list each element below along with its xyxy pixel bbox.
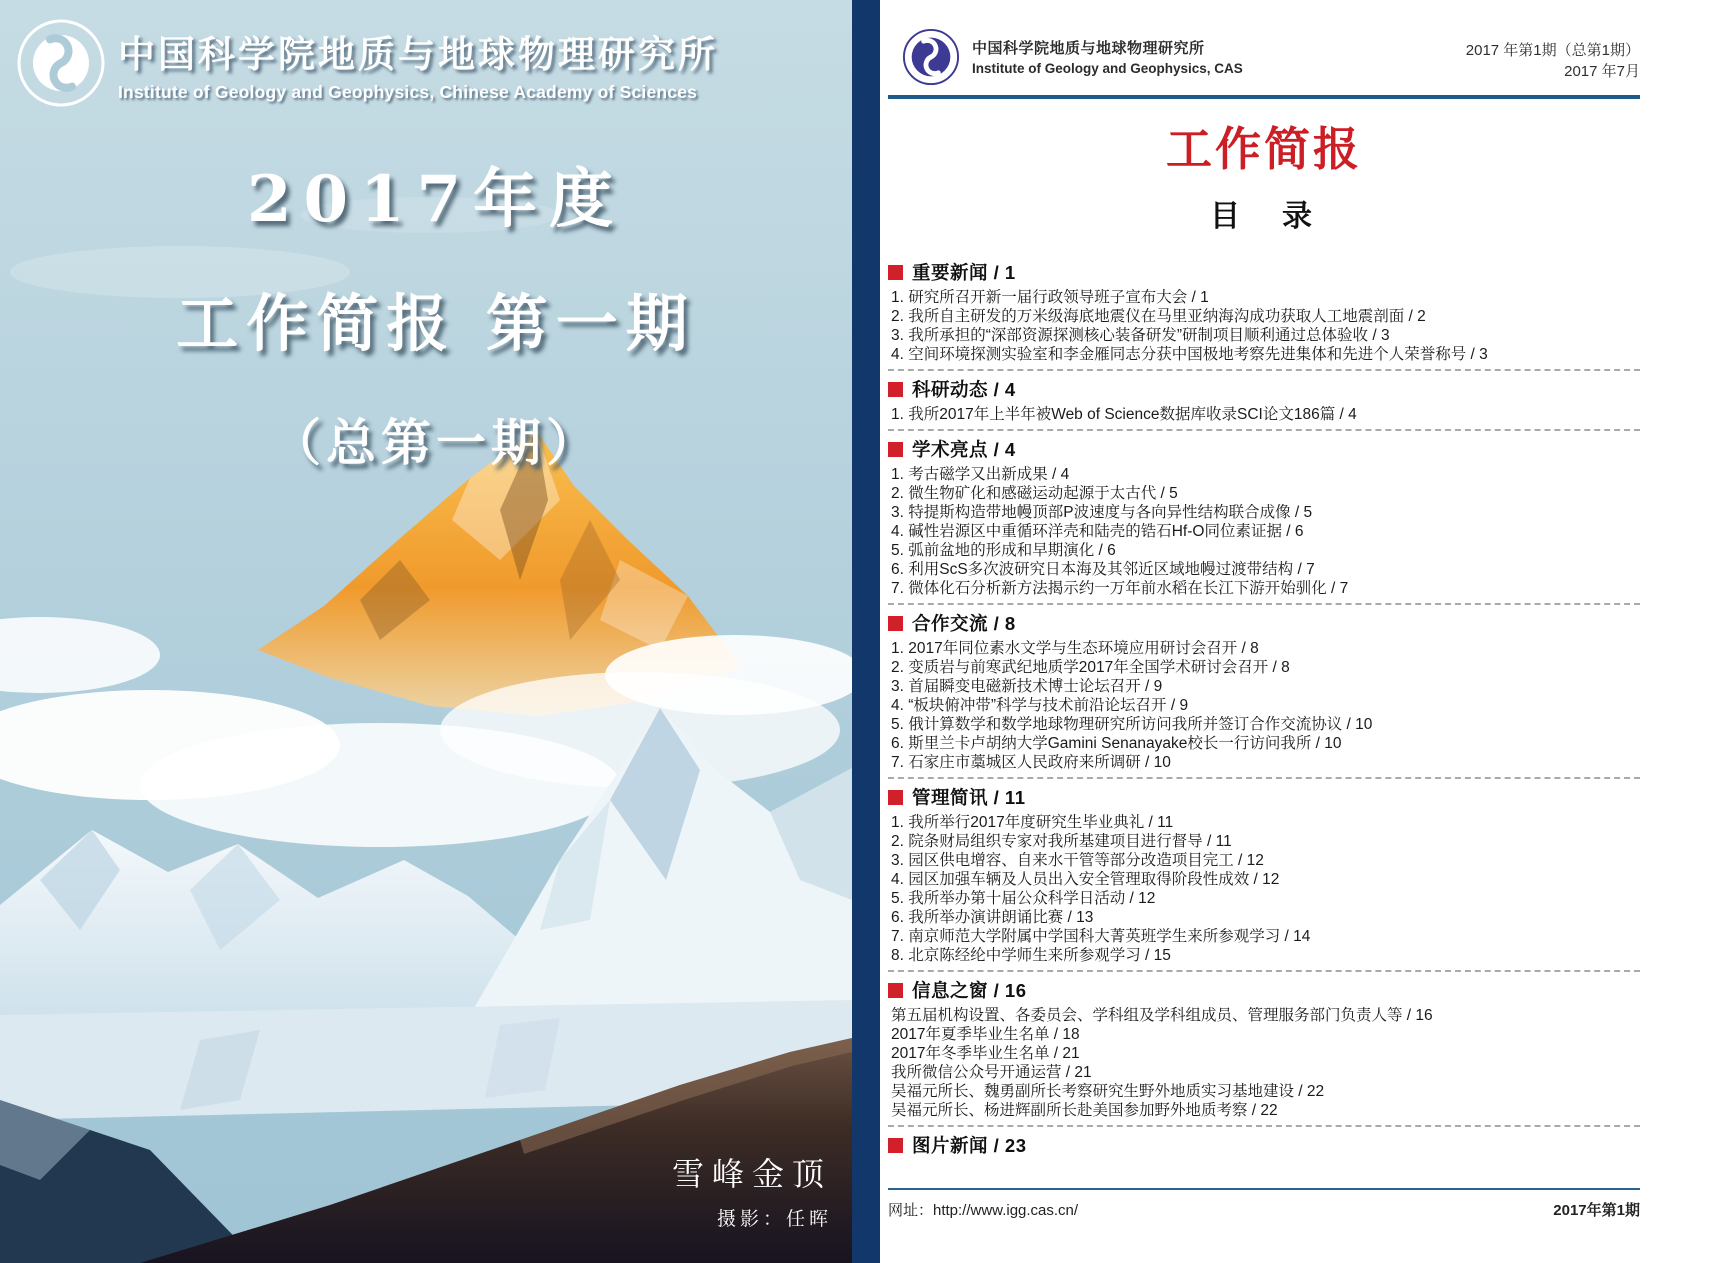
section-bullet-icon bbox=[888, 442, 903, 457]
toc-item: 2017年夏季毕业生名单 / 18 bbox=[891, 1026, 1080, 1043]
dashed-divider bbox=[888, 369, 1640, 371]
section-heading-label: 图片新闻 / 23 bbox=[912, 1135, 1027, 1156]
toc-item: 2017年冬季毕业生名单 / 21 bbox=[891, 1045, 1080, 1062]
dashed-divider bbox=[888, 1125, 1640, 1127]
footer-issue: 2017年第1期 bbox=[1553, 1202, 1640, 1219]
photo-caption-block bbox=[672, 1149, 832, 1231]
toc-section-heading bbox=[888, 977, 1640, 1003]
header-org-name-zh: 中国科学院地质与地球物理研究所 bbox=[972, 40, 1205, 57]
toc-item: 8. 北京陈经纶中学师生来所参观学习 / 15 bbox=[891, 947, 1171, 964]
toc-section-items bbox=[888, 405, 1640, 424]
toc-item: 2. 院条财局组织专家对我所基建项目进行督导 / 11 bbox=[891, 833, 1232, 850]
toc-item: 吴福元所长、魏勇副所长考察研究生野外地质实习基地建设 / 22 bbox=[891, 1083, 1325, 1100]
toc-item: 3. 园区供电增容、自来水干管等部分改造项目完工 / 12 bbox=[891, 852, 1264, 869]
toc-item: 1. 2017年同位素水文学与生态环境应用研讨会召开 / 8 bbox=[891, 640, 1259, 657]
cover-page bbox=[0, 0, 852, 1263]
toc-section-items bbox=[888, 1006, 1640, 1120]
section-heading-label: 科研动态 / 4 bbox=[912, 379, 1016, 400]
section-heading-label: 信息之窗 / 16 bbox=[912, 980, 1027, 1001]
toc-item: 4. 园区加强车辆及人员出入安全管理取得阶段性成效 / 12 bbox=[891, 871, 1280, 888]
page-header bbox=[888, 0, 1640, 86]
page-title: 工作简报 bbox=[1166, 122, 1362, 176]
section-bullet-icon bbox=[888, 265, 903, 280]
photo-credit: 摄影：任晖 bbox=[716, 1208, 832, 1230]
cover-header bbox=[16, 18, 718, 108]
toc-item: 3. 首届瞬变电磁新技术博士论坛召开 / 9 bbox=[891, 678, 1163, 695]
toc-item: 7. 南京师范大学附属中学国科大菁英班学生来所参观学习 / 14 bbox=[891, 928, 1311, 945]
section-bullet-icon bbox=[888, 790, 903, 805]
toc-item: 吴福元所长、杨进辉副所长赴美国参加野外地质考察 / 22 bbox=[891, 1102, 1278, 1119]
toc-item: 4. 空间环境探测实验室和李金雁同志分获中国极地考察先进集体和先进个人荣誉称号 / 3 bbox=[891, 346, 1488, 363]
toc-item: 2. 我所自主研发的万米级海底地震仪在马里亚纳海沟成功获取人工地震剖面 / 2 bbox=[891, 308, 1426, 325]
page-footer bbox=[888, 1188, 1640, 1220]
toc-section-heading bbox=[888, 259, 1640, 285]
toc-item: 6. 利用ScS多次波研究日本海及其邻近区域地幔过渡带结构 / 7 bbox=[891, 561, 1315, 578]
toc-page-content bbox=[888, 0, 1640, 1161]
dashed-divider bbox=[888, 429, 1640, 431]
toc-item: 第五届机构设置、各委员会、学科组及学科组成员、管理服务部门负责人等 / 16 bbox=[891, 1007, 1433, 1024]
toc-section-heading bbox=[888, 610, 1640, 636]
toc-item: 7. 石家庄市藁城区人民政府来所调研 / 10 bbox=[891, 754, 1171, 771]
toc-section-heading bbox=[888, 376, 1640, 402]
institute-logo-small-icon bbox=[902, 28, 960, 86]
toc-item: 1. 考古磁学又出新成果 / 4 bbox=[891, 466, 1070, 483]
section-bullet-icon bbox=[888, 1138, 903, 1153]
toc-section-items bbox=[888, 813, 1640, 965]
toc-item: 3. 特提斯构造带地幔顶部P波速度与各向异性结构联合成像 / 5 bbox=[891, 504, 1313, 521]
section-bullet-icon bbox=[888, 616, 903, 631]
toc-section-heading bbox=[888, 784, 1640, 810]
toc-item: 6. 我所举办演讲朗诵比赛 / 13 bbox=[891, 909, 1094, 926]
toc-section-heading bbox=[888, 1132, 1640, 1158]
toc-list bbox=[888, 259, 1640, 1158]
section-heading-label: 学术亮点 / 4 bbox=[912, 439, 1016, 460]
section-bullet-icon bbox=[888, 382, 903, 397]
toc-item: 4. “板块俯冲带”科学与技术前沿论坛召开 / 9 bbox=[891, 697, 1189, 714]
toc-item: 6. 斯里兰卡卢胡纳大学Gamini Senanayake校长一行访问我所 / 10 bbox=[891, 735, 1342, 752]
toc-section-items bbox=[888, 288, 1640, 364]
toc-item: 5. 俄计算数学和数学地球物理研究所访问我所并签订合作交流协议 / 10 bbox=[891, 716, 1373, 733]
toc-item: 1. 研究所召开新一届行政领导班子宣布大会 / 1 bbox=[891, 289, 1209, 306]
dashed-divider bbox=[888, 777, 1640, 779]
toc-title: 目 录 bbox=[1210, 199, 1318, 234]
issue-date: 2017 年7月 bbox=[1564, 63, 1640, 80]
cover-title-main: 工作简报 第一期 bbox=[176, 287, 696, 360]
cover-title-block bbox=[30, 148, 842, 475]
section-heading-label: 管理简讯 / 11 bbox=[912, 787, 1026, 808]
toc-item: 1. 我所举行2017年度研究生毕业典礼 / 11 bbox=[891, 814, 1174, 831]
cover-title-year: 2017年度 bbox=[246, 162, 626, 237]
section-bullet-icon bbox=[888, 983, 903, 998]
footer-website: 网址：http://www.igg.cas.cn/ bbox=[888, 1202, 1079, 1219]
photo-title: 雪峰金顶 bbox=[671, 1155, 832, 1193]
header-issue-block bbox=[1466, 28, 1640, 82]
cover-title-sub: （总第一期） bbox=[271, 413, 601, 472]
toc-item: 1. 我所2017年上半年被Web of Science数据库收录SCI论文186篇 / 4 bbox=[891, 406, 1357, 423]
toc-item: 2. 变质岩与前寒武纪地质学2017年全国学术研讨会召开 / 8 bbox=[891, 659, 1290, 676]
cover-org-block bbox=[118, 24, 718, 103]
institute-logo-icon bbox=[16, 18, 106, 108]
footer-row bbox=[888, 1199, 1640, 1220]
cover-org-name-zh: 中国科学院地质与地球物理研究所 bbox=[118, 33, 718, 75]
dashed-divider bbox=[888, 970, 1640, 972]
issue-number: 2017 年第1期（总第1期） bbox=[1465, 42, 1640, 59]
toc-item: 5. 我所举办第十届公众科学日活动 / 12 bbox=[891, 890, 1156, 907]
cover-org-name-en: Institute of Geology and Geophysics, Chinese Academy of Sciences bbox=[118, 81, 698, 102]
toc-item: 2. 微生物矿化和感磁运动起源于太古代 / 5 bbox=[891, 485, 1178, 502]
header-rule bbox=[888, 95, 1640, 99]
footer-rule bbox=[888, 1188, 1640, 1190]
section-heading-label: 合作交流 / 8 bbox=[912, 613, 1016, 634]
page-divider-strip bbox=[852, 0, 880, 1263]
toc-section-items bbox=[888, 465, 1640, 598]
section-heading-label: 重要新闻 / 1 bbox=[912, 262, 1016, 283]
toc-page bbox=[880, 0, 1710, 1263]
toc-section-heading bbox=[888, 436, 1640, 462]
header-org-name-en: Institute of Geology and Geophysics, CAS bbox=[972, 61, 1243, 76]
toc-item: 7. 微体化石分析新方法揭示约一万年前水稻在长江下游开始驯化 / 7 bbox=[891, 580, 1349, 597]
toc-item: 我所微信公众号开通运营 / 21 bbox=[891, 1064, 1092, 1081]
toc-item: 4. 碱性岩源区中重循环洋壳和陆壳的锆石Hf-O同位素证据 / 6 bbox=[891, 523, 1304, 540]
toc-section-items bbox=[888, 639, 1640, 772]
toc-item: 3. 我所承担的“深部资源探测核心装备研发”研制项目顺利通过总体验收 / 3 bbox=[891, 327, 1390, 344]
toc-item: 5. 弧前盆地的形成和早期演化 / 6 bbox=[891, 542, 1116, 559]
dashed-divider bbox=[888, 603, 1640, 605]
header-org-block bbox=[972, 28, 1243, 76]
